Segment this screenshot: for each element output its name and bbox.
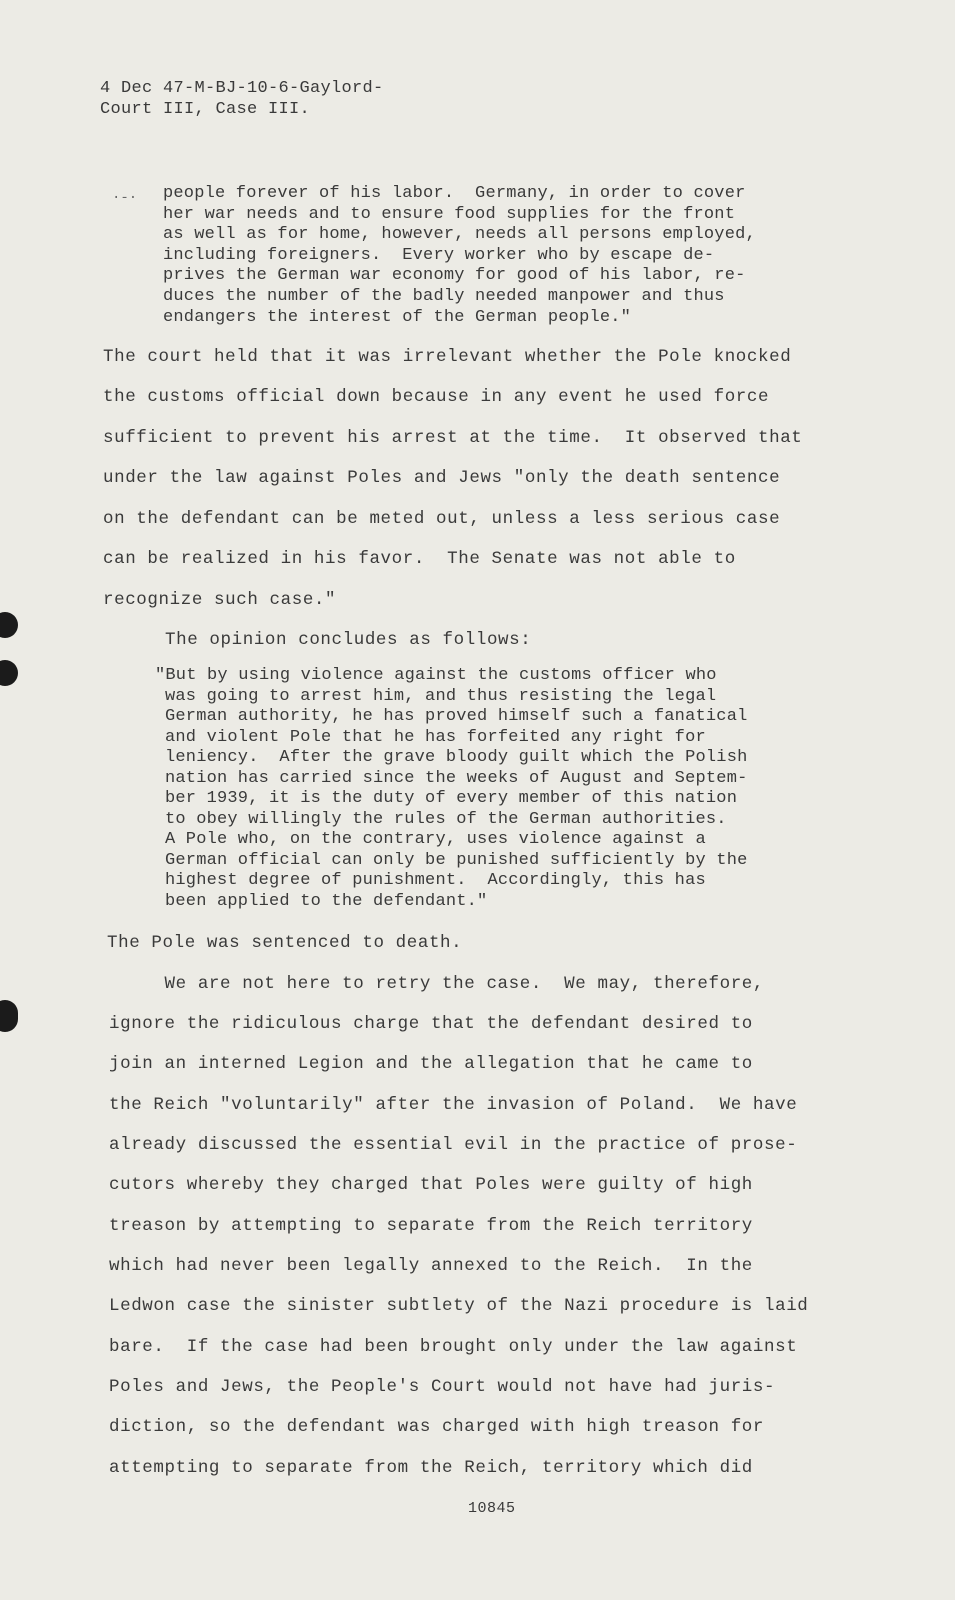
paragraph-line: already discussed the essential evil in the practice of prose- bbox=[109, 1135, 798, 1155]
quote-line: nation has carried since the weeks of August and Septem- bbox=[165, 768, 748, 788]
paragraph-line: attempting to separate from the Reich, territory which did bbox=[109, 1458, 753, 1478]
quote-line: endangers the interest of the German people." bbox=[163, 307, 632, 327]
margin-marker: ·-· bbox=[112, 190, 138, 206]
paragraph-line: The court held that it was irrelevant whether the Pole knocked bbox=[103, 347, 792, 367]
paragraph-line: on the defendant can be meted out, unless a less serious case bbox=[103, 509, 781, 529]
paragraph-line: bare. If the case had been brought only under the law against bbox=[109, 1337, 798, 1357]
binder-hole bbox=[0, 612, 18, 638]
quote-line: been applied to the defendant." bbox=[165, 891, 488, 911]
binder-hole bbox=[0, 660, 18, 686]
quote-line: leniency. After the grave bloody guilt which the Polish bbox=[165, 748, 748, 767]
paragraph-line: ignore the ridiculous charge that the defendant desired to bbox=[109, 1014, 753, 1034]
quote-line: including foreigners. Every worker who by escape de- bbox=[163, 245, 715, 265]
paragraph-line: under the law against Poles and Jews "only the death sentence bbox=[103, 468, 781, 488]
intro-line: The opinion concludes as follows: bbox=[165, 630, 532, 650]
header-line-2: Court III, Case III. bbox=[100, 100, 311, 119]
quote-line: her war needs and to ensure food supplies for the front bbox=[163, 204, 736, 224]
quote-line: people forever of his labor. Germany, in order to cover bbox=[163, 184, 746, 203]
quote-line: as well as for home, however, needs all persons employed, bbox=[163, 225, 756, 245]
paragraph-line: which had never been legally annexed to the Reich. In the bbox=[109, 1256, 753, 1276]
quote-line: "But by using violence against the customs officer who bbox=[155, 666, 717, 685]
paragraph-line: treason by attempting to separate from the Reich territory bbox=[109, 1216, 753, 1236]
quote-line: German authority, he has proved himself such a fanatical bbox=[165, 707, 748, 726]
quote-line: ber 1939, it is the duty of every member of this nation bbox=[165, 789, 738, 808]
paragraph-line: diction, so the defendant was charged with high treason for bbox=[109, 1417, 765, 1437]
paragraph-line: recognize such case." bbox=[103, 590, 337, 610]
quote-line: to obey willingly the rules of the German authorities. bbox=[165, 809, 727, 829]
paragraph-line: cutors whereby they charged that Poles were guilty of high bbox=[109, 1175, 753, 1195]
quote-line: A Pole who, on the contrary, uses violence against a bbox=[165, 830, 706, 849]
quote-line: duces the number of the badly needed manpower and thus bbox=[163, 287, 725, 306]
paragraph-line: We are not here to retry the case. We may, therefore, bbox=[109, 974, 765, 994]
header-line-1: 4 Dec 47-M-BJ-10-6-Gaylord- bbox=[100, 79, 384, 98]
paragraph-line: Poles and Jews, the People's Court would not have had juris- bbox=[109, 1377, 776, 1397]
quote-line: was going to arrest him, and thus resisting the legal bbox=[165, 686, 717, 706]
paragraph-line: join an interned Legion and the allegation that he came to bbox=[109, 1054, 753, 1074]
paragraph-line: sufficient to prevent his arrest at the time. It observed that bbox=[103, 428, 803, 448]
page-number: 10845 bbox=[468, 1500, 516, 1517]
sentence-line: The Pole was sentenced to death. bbox=[107, 933, 463, 953]
document-header bbox=[100, 78, 384, 120]
quote-line: prives the German war economy for good of his labor, re- bbox=[163, 266, 746, 286]
paragraph-line: can be realized in his favor. The Senate was not able to bbox=[103, 549, 736, 569]
quote-line: German official can only be punished sufficiently by the bbox=[165, 850, 748, 870]
paragraph-line: Ledwon case the sinister subtlety of the Nazi procedure is laid bbox=[109, 1296, 809, 1316]
paragraph-line: the customs official down because in any event he used force bbox=[103, 387, 770, 407]
binder-hole bbox=[0, 1000, 18, 1032]
paragraph-line: the Reich "voluntarily" after the invasion of Poland. We have bbox=[109, 1095, 798, 1115]
quote-line: and violent Pole that he has forfeited any right for bbox=[165, 727, 706, 747]
quote-line: highest degree of punishment. Accordingly, this has bbox=[165, 871, 706, 890]
